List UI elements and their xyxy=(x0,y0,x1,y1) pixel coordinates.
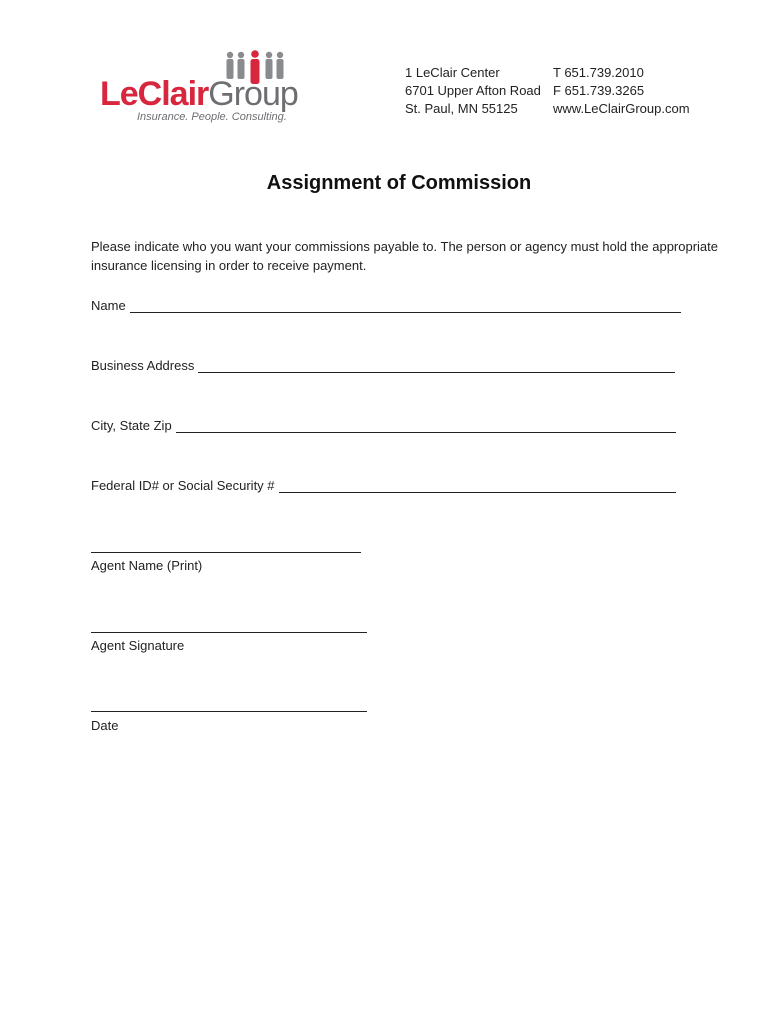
address-line-1: 1 LeClair Center xyxy=(405,65,500,80)
website-link[interactable]: www.LeClairGroup.com xyxy=(553,101,690,116)
business-address-field xyxy=(91,358,675,373)
company-address xyxy=(405,64,541,118)
intro-text: Please indicate who you want your commissions payable to. The person or agency must hold the appropriate insurance licensing in order to receive payment. xyxy=(91,239,719,273)
name-label: Name xyxy=(91,298,126,313)
agent-name-line[interactable] xyxy=(91,552,361,553)
agent-signature-label: Agent Signature xyxy=(91,638,185,653)
name-input-line[interactable] xyxy=(130,300,681,313)
city-state-zip-label: City, State Zip xyxy=(91,418,172,433)
company-contact xyxy=(553,64,690,118)
brand-tagline: Insurance. People. Consulting. xyxy=(137,111,287,123)
agent-name-label: Agent Name (Print) xyxy=(91,558,203,573)
name-field xyxy=(91,298,681,313)
brand-secondary: Group xyxy=(208,75,298,113)
city-state-zip-field xyxy=(91,418,676,433)
business-address-input-line[interactable] xyxy=(198,360,675,373)
business-address-label: Business Address xyxy=(91,358,195,373)
federal-id-label: Federal ID# or Social Security # xyxy=(91,478,275,493)
date-line[interactable] xyxy=(91,711,367,712)
brand-name xyxy=(100,74,298,114)
city-state-zip-input-line[interactable] xyxy=(176,420,676,433)
fax-number: F 651.739.3265 xyxy=(553,83,645,98)
phone-number: T 651.739.2010 xyxy=(553,65,644,80)
address-line-2: 6701 Upper Afton Road xyxy=(405,83,541,98)
page-title: Assignment of Commission xyxy=(266,172,532,194)
date-label: Date xyxy=(91,718,119,733)
federal-id-field xyxy=(91,478,676,493)
agent-signature-line[interactable] xyxy=(91,632,367,633)
address-line-3: St. Paul, MN 55125 xyxy=(405,101,518,116)
federal-id-input-line[interactable] xyxy=(279,480,676,493)
brand-primary: LeClair xyxy=(100,75,209,113)
